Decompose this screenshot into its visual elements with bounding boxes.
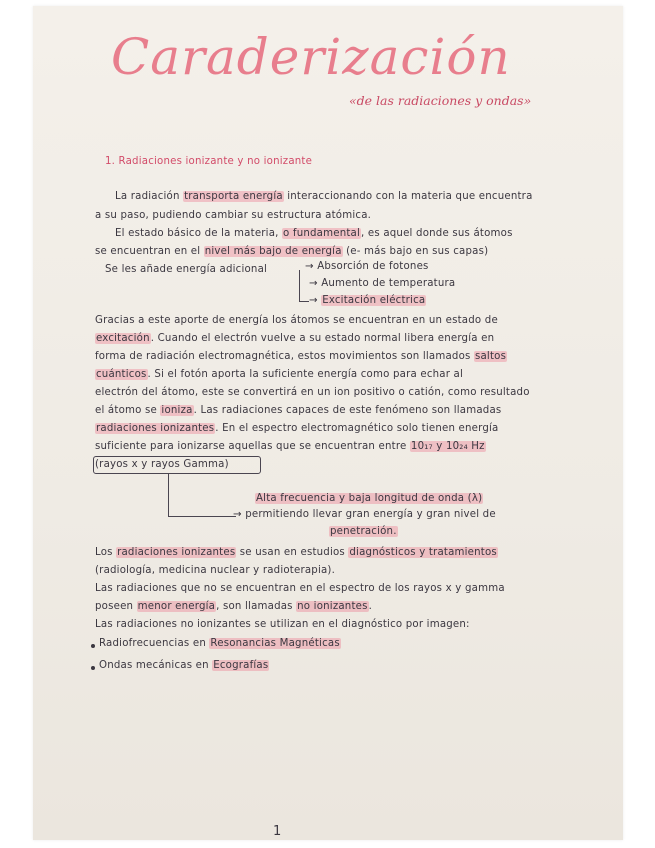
p1-line-5: Se les añade energía adicional bbox=[105, 264, 268, 275]
branch-item-2: → Aumento de temperatura bbox=[309, 278, 456, 289]
p3-line-2: (radiología, medicina nuclear y radioterapia). bbox=[95, 565, 336, 576]
page-title: Caraderización bbox=[111, 28, 511, 86]
section-heading: 1. Radiaciones ionizante y no ionizante bbox=[105, 156, 313, 167]
callout-line-1: Alta frecuencia y baja longitud de onda (λ) bbox=[256, 493, 483, 504]
branch-item-3: → Excitación eléctrica bbox=[309, 295, 426, 306]
branch-bracket bbox=[299, 270, 300, 302]
page-subtitle: «de las radiaciones y ondas» bbox=[349, 93, 532, 108]
bullet-dot bbox=[91, 666, 95, 670]
p2-line-9: (rayos x y rayos Gamma) bbox=[95, 459, 229, 470]
p3-line-1: Los radiaciones ionizantes se usan en estudios diagnósticos y tratamientos bbox=[95, 547, 497, 558]
branch-bracket-foot bbox=[299, 301, 309, 302]
page-number: 1 bbox=[273, 824, 282, 839]
p2-line-7: radiaciones ionizantes. En el espectro electromagnético solo tienen energía bbox=[96, 423, 499, 434]
p2-line-6: el átomo se ioniza. Las radiaciones capaces de este fenómeno son llamadas bbox=[95, 405, 502, 416]
p2-line-8: suficiente para ionizarse aquellas que se encuentran entre 10₁₇ y 10₂₄ Hz bbox=[95, 441, 485, 452]
p1-line-3: El estado básico de la materia, o fundamental, es aquel donde sus átomos bbox=[115, 228, 513, 239]
p2-line-4: cuánticos. Si el fotón aporta la suficiente energía como para echar al bbox=[96, 369, 464, 380]
p3-line-4: poseen menor energía, son llamadas no ionizantes. bbox=[95, 601, 373, 612]
callout-connector-v bbox=[168, 473, 169, 517]
callout-connector-h bbox=[168, 516, 236, 517]
p2-line-2: excitación. Cuando el electrón vuelve a su estado normal libera energía en bbox=[96, 333, 495, 344]
branch-item-1: → Absorción de fotones bbox=[305, 261, 429, 272]
bullet-item-1: Radiofrecuencias en Resonancias Magnéticas bbox=[99, 638, 340, 649]
bullet-dot bbox=[91, 644, 95, 648]
callout-line-2: → permitiendo llevar gran energía y gran nivel de bbox=[233, 509, 496, 520]
bullet-item-2: Ondas mecánicas en Ecografías bbox=[99, 660, 269, 671]
notebook-page bbox=[33, 6, 623, 840]
p3-line-5: Las radiaciones no ionizantes se utilizan en el diagnóstico por imagen: bbox=[95, 619, 470, 630]
gamma-box bbox=[93, 456, 261, 474]
p2-line-5: electrón del átomo, este se convertirá en un ion positivo o catión, como resultado bbox=[95, 387, 530, 398]
p2-line-1: Gracias a este aporte de energía los átomos se encuentran en un estado de bbox=[95, 315, 498, 326]
callout-line-3: penetración. bbox=[330, 526, 397, 537]
p1-line-4: se encuentran en el nivel más bajo de energía (e- más bajo en sus capas) bbox=[95, 246, 489, 257]
p2-line-3: forma de radiación electromagnética, estos movimientos son llamados saltos bbox=[95, 351, 507, 362]
p1-line-1: La radiación transporta energía interaccionando con la materia que encuentra bbox=[115, 191, 533, 202]
p3-line-3: Las radiaciones que no se encuentran en el espectro de los rayos x y gamma bbox=[95, 583, 505, 594]
p1-line-2: a su paso, pudiendo cambiar su estructura atómica. bbox=[95, 210, 372, 221]
